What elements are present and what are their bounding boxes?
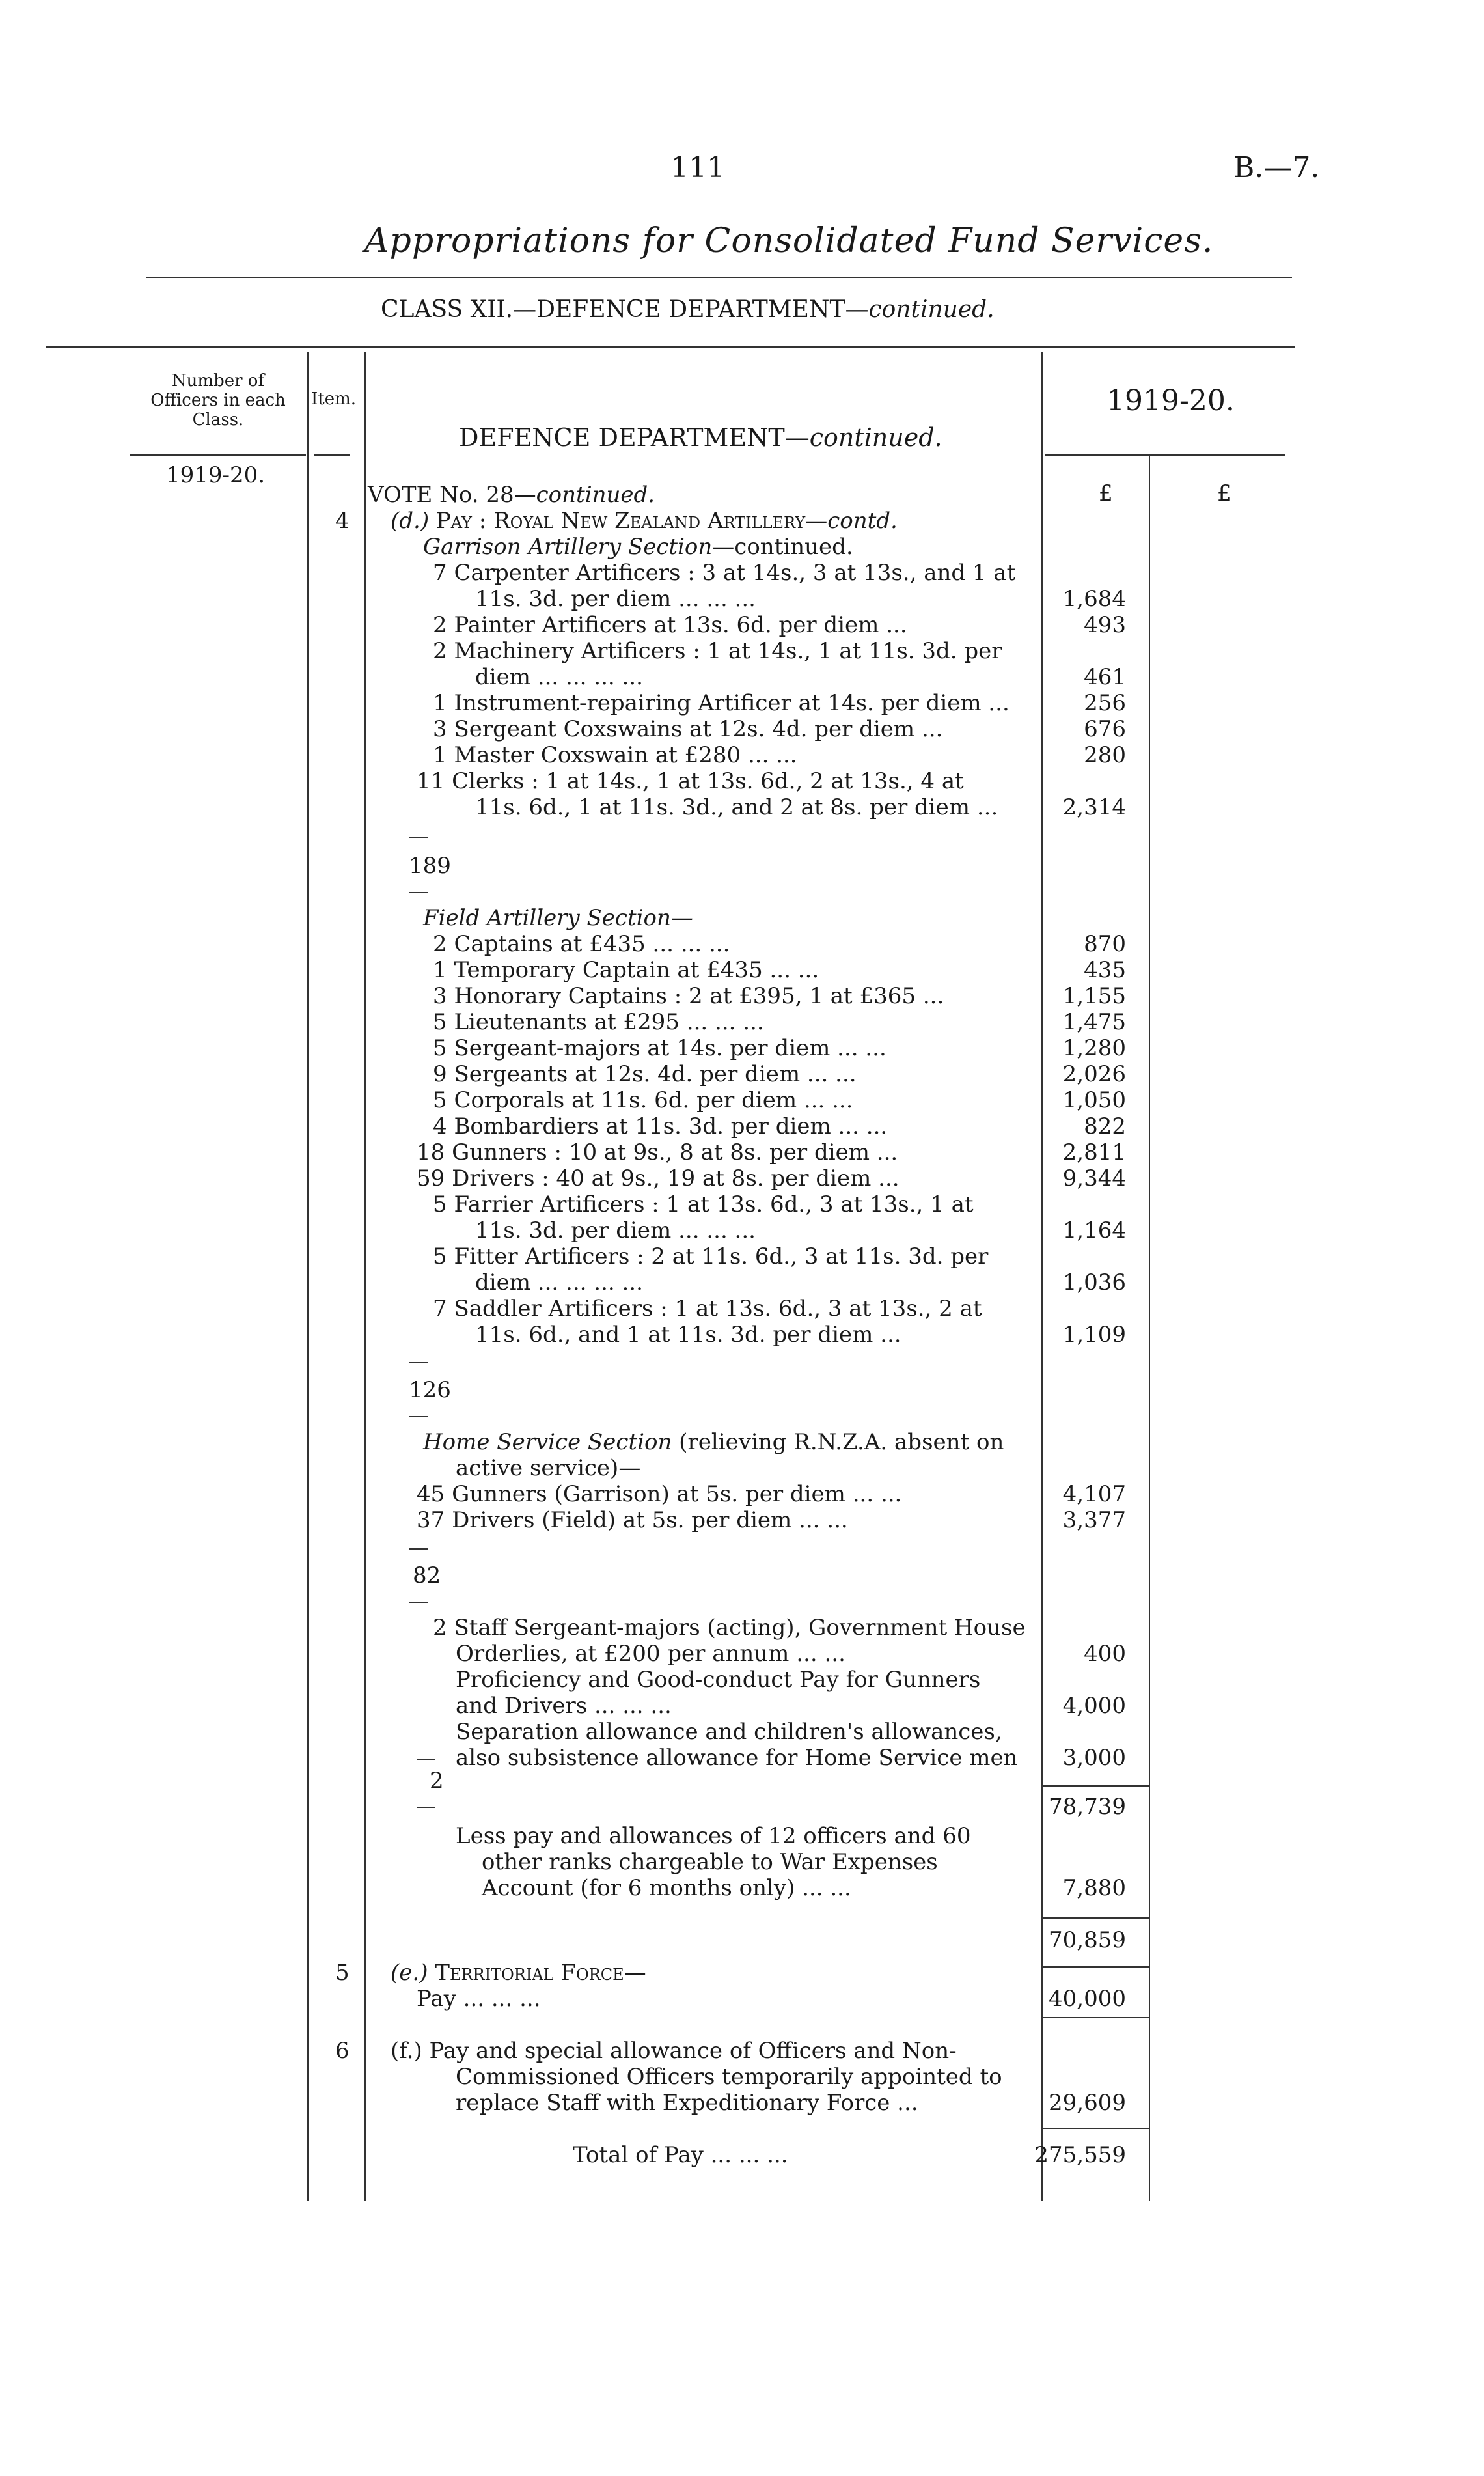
header-bottom-rule-right [1045, 454, 1285, 456]
amount: 29,609 [1049, 2090, 1126, 2116]
subtotal-rule [409, 1362, 428, 1363]
item-column-header: Item. [311, 389, 357, 409]
subtotal-rule [417, 1807, 435, 1808]
total-rule [1043, 2017, 1149, 2018]
amount: 2,811 [1062, 1139, 1126, 1165]
list-item: Separation allowance and children's allowances, [456, 1719, 1002, 1745]
total-rule [1043, 1917, 1149, 1919]
vote-heading: VOTE No. 28—continued. [368, 482, 655, 508]
deduction-text: Account (for 6 months only) ... ... [482, 1875, 851, 1901]
list-item: (f.) Pay and special allowance of Officers and Non- [391, 2038, 957, 2064]
page-number: 111 [670, 151, 725, 184]
amount: 1,280 [1062, 1035, 1126, 1061]
deduction-text: other ranks chargeable to War Expenses [482, 1849, 938, 1875]
amount: 256 [1084, 690, 1126, 716]
amount: 40,000 [1049, 1986, 1126, 2012]
amount: 1,109 [1062, 1322, 1126, 1348]
amount: 4,107 [1062, 1481, 1126, 1507]
running-total: 78,739 [1049, 1794, 1126, 1820]
subtotal-rule [409, 837, 428, 838]
list-item: 45 Gunners (Garrison) at 5s. per diem ... ... [417, 1481, 902, 1507]
amount: 1,155 [1062, 983, 1126, 1009]
document-reference: B.—7. [1233, 151, 1320, 184]
deduction-text: Less pay and allowances of 12 officers and 60 [456, 1823, 971, 1849]
item-number: 6 [335, 2038, 350, 2064]
list-item: Pay ... ... ... [417, 1986, 541, 2012]
net-total: 70,859 [1049, 1927, 1126, 1953]
officer-subtotal: 2 [430, 1768, 444, 1794]
list-item: 1 Instrument-repairing Artificer at 14s. per diem ... [433, 690, 1010, 716]
list-item: 3 Sergeant Coxswains at 12s. 4d. per diem ... [433, 716, 943, 742]
year-header: 1919-20. [1106, 384, 1235, 417]
list-item: 5 Fitter Artificers : 2 at 11s. 6d., 3 at 11s. 3d. per [433, 1244, 989, 1270]
amount: 1,036 [1062, 1270, 1126, 1296]
amount: 400 [1084, 1641, 1126, 1667]
list-item: 4 Bombardiers at 11s. 3d. per diem ... ... [433, 1113, 888, 1139]
list-item: Commissioned Officers temporarily appointed to [456, 2064, 1002, 2090]
officers-column-header: Number of Officers in each Class. [150, 371, 286, 430]
amount: 280 [1084, 742, 1126, 768]
amount: 2,026 [1062, 1061, 1126, 1087]
subtotal-rule [409, 1602, 428, 1603]
list-item: 7 Saddler Artificers : 1 at 13s. 6d., 3 at 13s., 2 at [433, 1296, 982, 1322]
total-rule [1043, 1966, 1149, 1968]
pound-sign-1: £ [1099, 480, 1113, 507]
total-rule [1043, 1785, 1149, 1787]
section-heading: Home Service Section (relieving R.N.Z.A. absent on [423, 1429, 1004, 1455]
item-heading: (e.) Territorial Force— [391, 1960, 646, 1986]
amount: 3,377 [1062, 1507, 1126, 1533]
amount: 822 [1084, 1113, 1126, 1139]
list-item: 11s. 6d., 1 at 11s. 3d., and 2 at 8s. per diem ... [475, 794, 998, 820]
list-item: 11s. 6d., and 1 at 11s. 3d. per diem ... [475, 1322, 901, 1348]
column-line-item [364, 352, 366, 2201]
subtotal-rule [409, 892, 428, 893]
list-item: diem ... ... ... ... [475, 1270, 643, 1296]
department-heading: DEFENCE DEPARTMENT—continued. [459, 423, 942, 452]
list-item: 5 Corporals at 11s. 6d. per diem ... ... [433, 1087, 853, 1113]
amount: 870 [1084, 931, 1126, 957]
list-item: 1 Master Coxswain at £280 ... ... [433, 742, 797, 768]
list-item: 11s. 3d. per diem ... ... ... [475, 1217, 756, 1244]
class-rule [46, 346, 1295, 348]
deduction-amount: 7,880 [1062, 1875, 1126, 1901]
section-heading: Field Artillery Section— [423, 905, 693, 931]
list-item: 2 Staff Sergeant-majors (acting), Government House [433, 1615, 1026, 1641]
officers-year: 1919-20. [166, 462, 266, 488]
item-number: 4 [335, 508, 350, 534]
amount: 461 [1084, 664, 1126, 690]
column-line-officers [307, 352, 309, 2201]
list-item: 1 Temporary Captain at £435 ... ... [433, 957, 819, 983]
amount: 1,050 [1062, 1087, 1126, 1113]
item-number: 5 [335, 1960, 350, 1986]
amount: 493 [1084, 612, 1126, 638]
subtotal-rule [409, 1416, 428, 1417]
list-item: 5 Farrier Artificers : 1 at 13s. 6d., 3 at 13s., 1 at [433, 1191, 974, 1217]
list-item: and Drivers ... ... ... [456, 1693, 672, 1719]
list-item: 11s. 3d. per diem ... ... ... [475, 586, 756, 612]
amount: 435 [1084, 957, 1126, 983]
total-rule [1043, 2128, 1149, 2129]
list-item: Orderlies, at £200 per annum ... ... [456, 1641, 845, 1667]
amount: 1,164 [1062, 1217, 1126, 1244]
pound-sign-2: £ [1217, 480, 1231, 507]
amount: 3,000 [1062, 1745, 1126, 1771]
column-line-total [1149, 456, 1150, 2201]
amount: 676 [1084, 716, 1126, 742]
list-item: replace Staff with Expeditionary Force ... [456, 2090, 918, 2116]
header-bottom-rule-item [314, 454, 350, 456]
amount: 9,344 [1062, 1165, 1126, 1191]
class-heading: CLASS XII.—DEFENCE DEPARTMENT—continued. [381, 296, 995, 323]
officer-subtotal: 126 [409, 1377, 451, 1403]
list-item: diem ... ... ... ... [475, 664, 643, 690]
total-of-pay-label: Total of Pay ... ... ... [573, 2142, 788, 2168]
list-item: 7 Carpenter Artificers : 3 at 14s., 3 at 13s., and 1 at [433, 560, 1016, 586]
title-rule [146, 277, 1292, 278]
subtotal-rule [409, 1548, 428, 1550]
page-title: Appropriations for Consolidated Fund Services. [364, 221, 1214, 260]
officer-subtotal: 82 [413, 1563, 441, 1589]
amount: 4,000 [1062, 1693, 1126, 1719]
amount: 1,475 [1062, 1009, 1126, 1035]
item-heading: (d.) Pay : Royal New Zealand Artillery—contd. [391, 508, 898, 534]
list-item: 18 Gunners : 10 at 9s., 8 at 8s. per diem ... [417, 1139, 898, 1165]
list-item: 59 Drivers : 40 at 9s., 19 at 8s. per diem ... [417, 1165, 900, 1191]
amount: 1,684 [1062, 586, 1126, 612]
list-item: 2 Painter Artificers at 13s. 6d. per diem ... [433, 612, 907, 638]
section-heading: Garrison Artillery Section—continued. [423, 534, 853, 560]
list-item: 2 Captains at £435 ... ... ... [433, 931, 730, 957]
header-bottom-rule-left [130, 454, 306, 456]
list-item: 5 Lieutenants at £295 ... ... ... [433, 1009, 764, 1035]
officer-subtotal: 189 [409, 853, 451, 879]
list-item: 9 Sergeants at 12s. 4d. per diem ... ... [433, 1061, 857, 1087]
list-item: Proficiency and Good-conduct Pay for Gunners [456, 1667, 981, 1693]
amount: 2,314 [1062, 794, 1126, 820]
total-of-pay: 275,559 [1034, 2142, 1126, 2168]
subtotal-rule [417, 1759, 435, 1760]
list-item: 37 Drivers (Field) at 5s. per diem ... ... [417, 1507, 848, 1533]
section-heading-cont: active service)— [456, 1455, 641, 1481]
list-item: 11 Clerks : 1 at 14s., 1 at 13s. 6d., 2 at 13s., 4 at [417, 768, 964, 794]
list-item: also subsistence allowance for Home Service men [456, 1745, 1018, 1771]
list-item: 2 Machinery Artificers : 1 at 14s., 1 at 11s. 3d. per [433, 638, 1002, 664]
list-item: 3 Honorary Captains : 2 at £395, 1 at £365 ... [433, 983, 944, 1009]
list-item: 5 Sergeant-majors at 14s. per diem ... ... [433, 1035, 886, 1061]
